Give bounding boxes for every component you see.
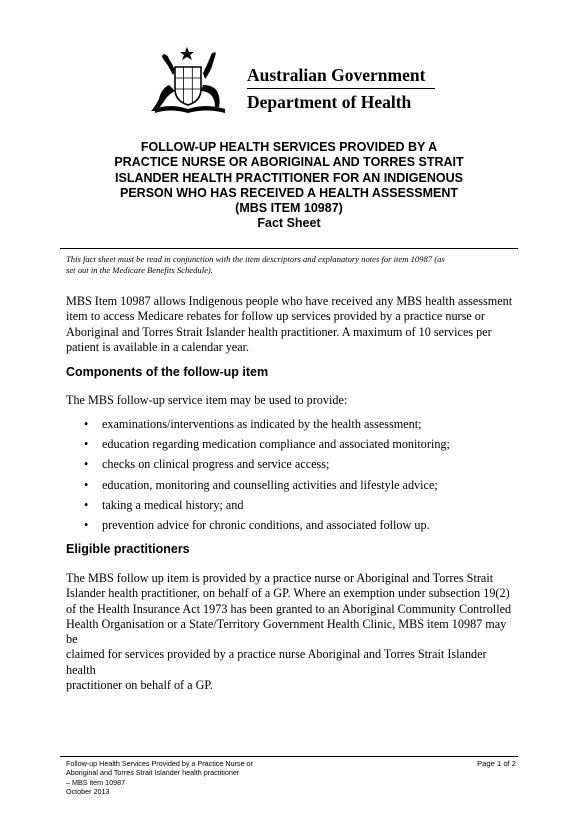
title-line: ISLANDER HEALTH PRACTITIONER FOR AN INDIGENOUS <box>115 170 463 185</box>
header-divider <box>247 88 435 89</box>
fact-sheet-subtitle: Fact Sheet <box>257 216 321 231</box>
footer-line: October 2013 <box>66 786 110 796</box>
list-item <box>84 437 514 452</box>
footer-line: – MBS item 10987 <box>66 777 126 787</box>
list-item <box>84 457 514 472</box>
bullet-icon: • <box>84 477 89 492</box>
reading-note <box>66 254 516 276</box>
list-item <box>84 498 514 513</box>
title-divider <box>60 248 518 249</box>
list-item <box>84 518 514 533</box>
paragraph-line: MBS Item 10987 allows Indigenous people who have received any MBS health assessment <box>66 294 513 308</box>
department-name: Department of Health <box>247 92 412 112</box>
paragraph-line: Islander health practitioner, on behalf of a GP. Where an exemption under subsection 19(2) <box>66 586 510 601</box>
note-line: This fact sheet must be read in conjunction with the item descriptors and explanatory notes for item 10987 (as <box>66 254 445 264</box>
paragraph-line: practitioner on behalf of a GP. <box>66 678 213 693</box>
footer-divider <box>60 756 518 757</box>
footer-document-info <box>66 759 326 796</box>
paragraph-line: Health Organisation or a State/Territory Government Health Clinic, MBS item 10987 may be <box>66 616 507 647</box>
footer-line: Follow-up Health Services Provided by a Practice Nurse or <box>66 759 253 768</box>
title-line: FOLLOW-UP HEALTH SERVICES PROVIDED BY A <box>140 140 438 154</box>
paragraph-line: item to access Medicare rebates for follow up services provided by a practice nurse or <box>66 309 485 324</box>
government-name: Australian Government <box>247 65 426 85</box>
title-line: PRACTICE NURSE OR ABORIGINAL AND TORRES STRAIT <box>114 155 464 170</box>
paragraph-line: patient is available in a calendar year. <box>66 339 250 354</box>
bullet-icon: • <box>84 517 89 532</box>
title-line: PERSON WHO HAS RECEIVED A HEALTH ASSESSMENT <box>120 185 458 200</box>
list-item-text: prevention advice for chronic conditions, and associated follow up. <box>102 517 430 532</box>
note-line: set out in the Medicare Benefits Schedule). <box>66 265 213 275</box>
bullet-icon: • <box>84 457 89 472</box>
eligible-practitioners-heading: Eligible practitioners <box>66 542 190 556</box>
list-item-text: education, monitoring and counselling activities and lifestyle advice; <box>102 477 438 492</box>
government-wordmark <box>247 65 437 113</box>
page-title <box>60 140 518 232</box>
components-lead: The MBS follow-up service item may be used to provide: <box>66 393 348 407</box>
intro-paragraph <box>66 294 518 355</box>
components-heading: Components of the follow-up item <box>66 365 269 379</box>
bullet-icon: • <box>84 417 89 431</box>
eligible-paragraph <box>66 571 518 693</box>
list-item <box>84 417 514 432</box>
bullet-icon: • <box>84 497 89 512</box>
bullet-icon: • <box>84 437 89 452</box>
list-item-text: education regarding medication compliance and associated monitoring; <box>102 437 450 452</box>
paragraph-line: of the Health Insurance Act 1973 has been granted to an Aboriginal Community Controlled <box>66 601 512 616</box>
paragraph-line: Aboriginal and Torres Strait Islander health practitioner. A maximum of 10 services per <box>66 324 492 339</box>
paragraph-line: The MBS follow up item is provided by a practice nurse or Aboriginal and Torres Strait <box>66 571 494 585</box>
list-item-text: examinations/interventions as indicated by the health assessment; <box>102 417 422 431</box>
components-list <box>84 417 514 538</box>
page-number: Page 1 of 2 <box>477 759 516 768</box>
coat-of-arms-icon <box>145 45 235 117</box>
paragraph-line: claimed for services provided by a practice nurse Aboriginal and Torres Strait Islander health <box>66 647 487 677</box>
document-header <box>145 45 445 120</box>
list-item-text: taking a medical history; and <box>102 497 244 512</box>
list-item-text: checks on clinical progress and service access; <box>102 457 330 472</box>
title-line: (MBS ITEM 10987) <box>235 201 343 216</box>
list-item <box>84 478 514 493</box>
footer-line: Aboriginal and Torres Strait Islander health practitioner <box>66 768 240 778</box>
